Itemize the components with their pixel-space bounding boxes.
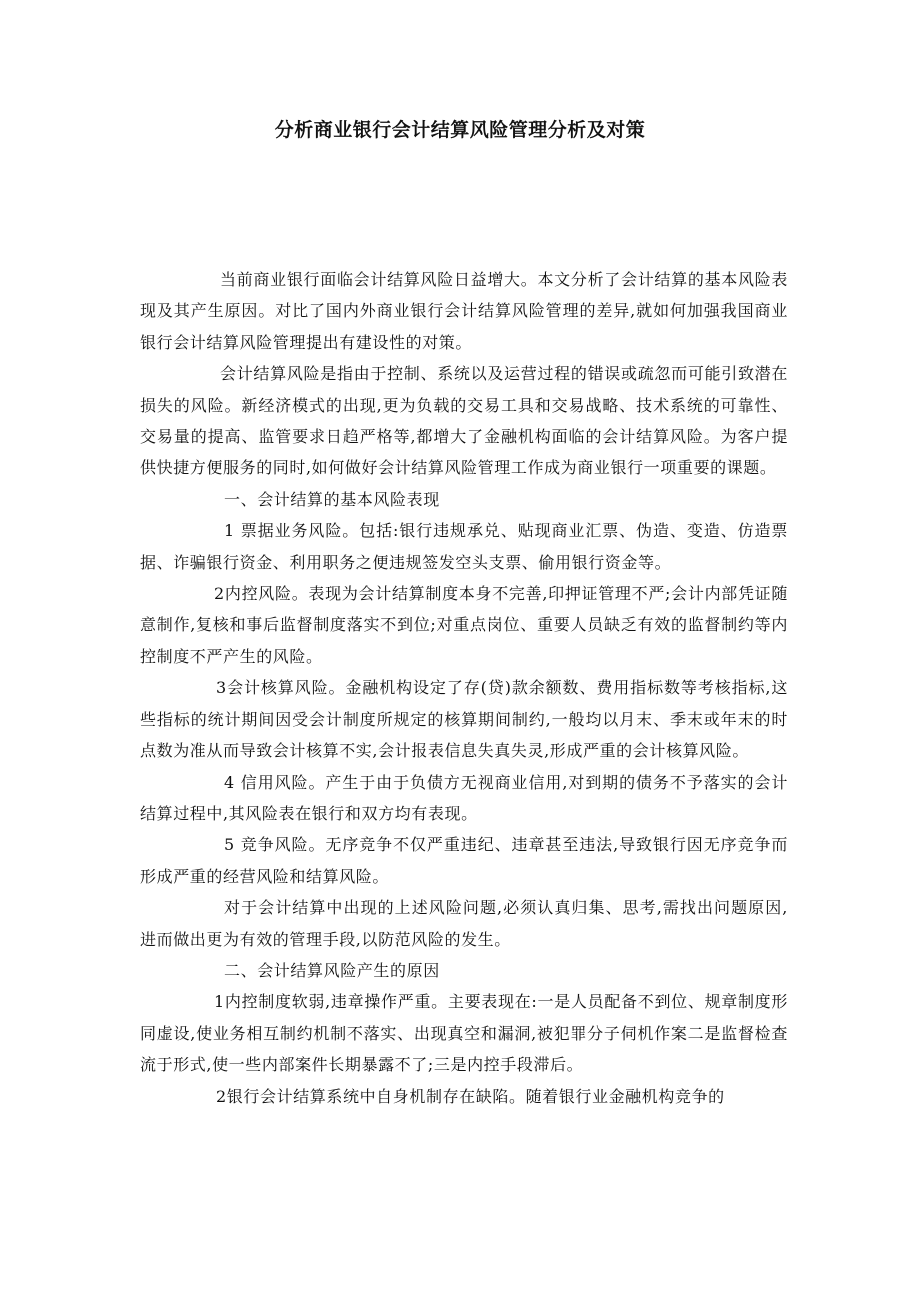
document-title: 分析商业银行会计结算风险管理分析及对策: [274, 119, 646, 141]
paragraph-summary: 对于会计结算中出现的上述风险问题,必须认真归集、思考,需找出问题原因,进而做出更为有效的管理手段,以防范风险的发生。: [140, 898, 788, 949]
list-item-4: 4 信用风险。产生于由于负债方无视商业信用,对到期的债务不予落实的会计结算过程中,其风险表在银行和双方均有表现。: [140, 772, 788, 823]
list-item-2: 2内控风险。表现为会计结算制度本身不完善,印押证管理不严;会计内部凭证随意制作,复核和事后监督制度落实不到位;对重点岗位、重要人员缺乏有效的监督制约等内控制度不严产生的风险。: [140, 584, 788, 666]
cause-item-1: 1内控制度软弱,违章操作严重。主要表现在:一是人员配备不到位、规章制度形同虚设,使业务相互制约机制不落实、出现真空和漏洞,被犯罪分子伺机作案二是监督检查流于形式,使一些内部案件长期暴露不了;三是内控手段滞后。: [140, 992, 788, 1075]
list-item-3: 3会计核算风险。金融机构设定了存(贷)款余额数、费用指标数等考核指标,这些指标的统计期间因受会计制度所规定的核算期间制约,一般均以月末、季末或年末的时点数为准从而导致会计核算不实,会计报表信息失真失灵,形成严重的会计核算风险。: [140, 678, 788, 761]
paragraph-abstract: 当前商业银行面临会计结算风险日益增大。本文分析了会计结算的基本风险表现及其产生原因。对比了国内外商业银行会计结算风险管理的差异,就如何加强我国商业银行会计结算风险管理提出有建设性的对策。: [140, 270, 788, 352]
section-heading-1: 一、会计结算的基本风险表现: [224, 489, 440, 509]
list-item-5: 5 竞争风险。无序竞争不仅严重违纪、违章甚至违法,导致银行因无序竞争而形成严重的经营风险和结算风险。: [140, 835, 788, 886]
paragraph-definition: 会计结算风险是指由于控制、系统以及运营过程的错误或疏忽而可能引致潜在损失的风险。新经济模式的出现,更为负载的交易工具和交易战略、技术系统的可靠性、交易量的提高、监管要求日趋严格等,都增大了金融机构面临的会计结算风险。为客户提供快捷方便服务的同时,如何做好会计结算风险管理工作成为商业银行一项重要的课题。: [140, 364, 788, 478]
list-item-1: 1 票据业务风险。包括:银行违规承兑、贴现商业汇票、伪造、变造、仿造票据、诈骗银行资金、利用职务之便违规签发空头支票、偷用银行资金等。: [140, 521, 788, 572]
document-body: [140, 264, 788, 1112]
section-heading-2: 二、会计结算风险产生的原因: [224, 960, 440, 980]
cause-item-2: 2银行会计结算系统中自身机制存在缺陷。随着银行业金融机构竞争的: [216, 1086, 725, 1106]
